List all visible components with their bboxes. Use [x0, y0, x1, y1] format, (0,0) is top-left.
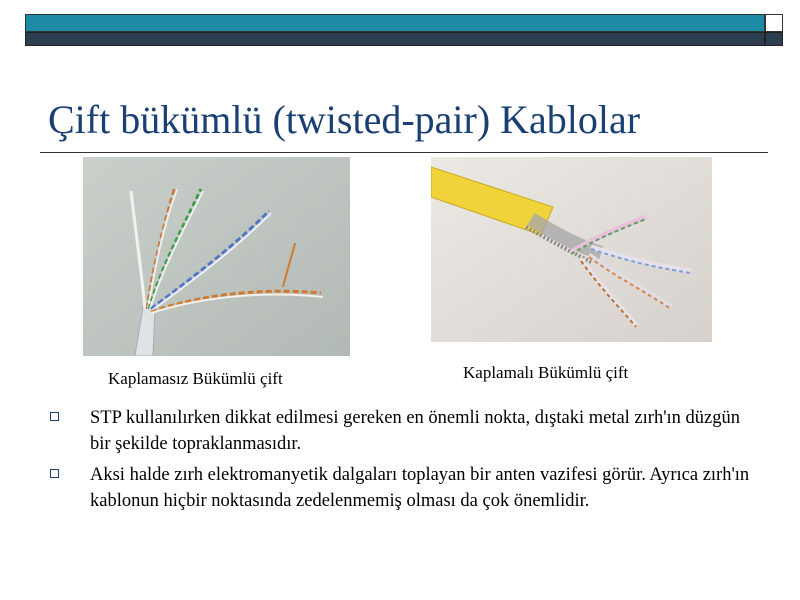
- square-bullet-icon: [50, 412, 59, 421]
- stp-cable-photo: [431, 157, 712, 342]
- bullet-item: [48, 462, 758, 514]
- title-divider: [40, 152, 768, 153]
- header-bar-bottom: [25, 32, 765, 46]
- bullet-list: [48, 405, 758, 519]
- utp-caption: Kaplamasız Bükümlü çift: [108, 369, 283, 388]
- bullet-item: [48, 405, 758, 457]
- slide-title: Çift bükümlü (twisted-pair) Kablolar: [48, 97, 641, 142]
- header-bar-top: [25, 14, 765, 32]
- utp-cable-photo: [83, 157, 350, 356]
- header-square-top: [765, 14, 783, 32]
- bullet-text: STP kullanılırken dikkat edilmesi gereken en önemli nokta, dıştaki metal zırh'ın düzgün bir şekilde topraklanmasıdır.: [90, 408, 741, 454]
- stp-caption: Kaplamalı Bükümlü çift: [463, 363, 629, 382]
- header-square-bottom: [765, 32, 783, 46]
- bullet-text: Aksi halde zırh elektromanyetik dalgaları toplayan bir anten vazifesi görür. Ayrıca zırh'ın kablonun hiçbir noktasında zedelenmemiş olması da çok önemlidir.: [90, 465, 750, 511]
- square-bullet-icon: [50, 469, 59, 478]
